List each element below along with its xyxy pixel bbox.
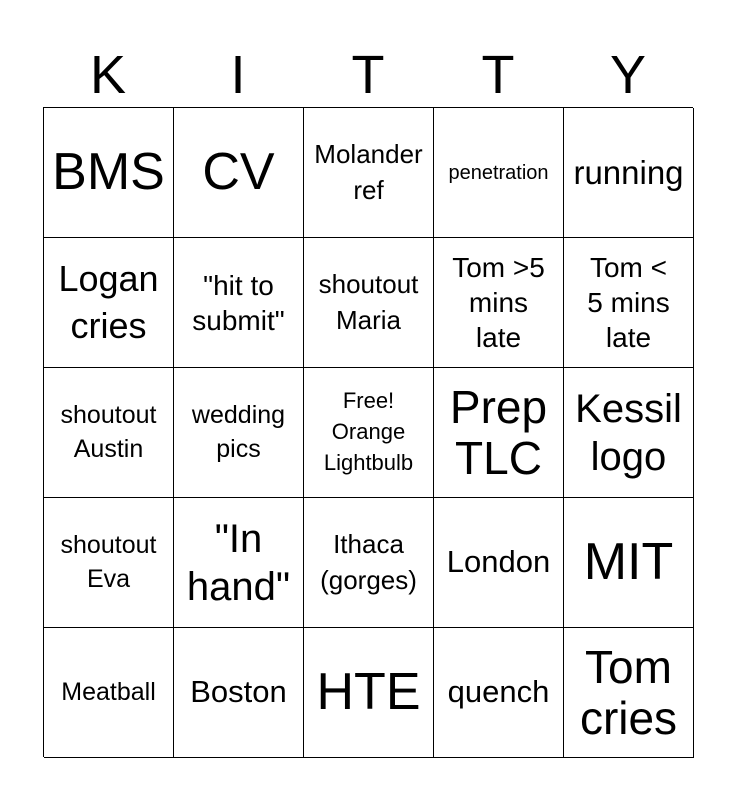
- bingo-cell-r2c4[interactable]: [434, 238, 564, 368]
- bingo-cell-r2c3[interactable]: [304, 238, 434, 368]
- bingo-cell-r1c4[interactable]: [434, 108, 564, 238]
- bingo-cell-r2c1[interactable]: [44, 238, 174, 368]
- cell-label: Logan cries: [58, 257, 159, 346]
- cell-label: London: [446, 544, 551, 580]
- bingo-cell-r3c5[interactable]: [564, 368, 694, 498]
- cell-label: running: [573, 153, 684, 191]
- bingo-cell-r1c1[interactable]: [44, 108, 174, 238]
- cell-label: shoutout Eva: [60, 530, 157, 593]
- cell-label: penetration: [448, 161, 549, 184]
- cell-label: "In hand": [186, 516, 291, 609]
- bingo-cell-r4c3[interactable]: [304, 498, 434, 628]
- bingo-cell-r5c1[interactable]: [44, 628, 174, 758]
- bingo-cell-r2c5[interactable]: [564, 238, 694, 368]
- cell-label: Kessil logo: [575, 386, 682, 479]
- bingo-cell-r1c5[interactable]: [564, 108, 694, 238]
- cell-label: Boston: [190, 674, 287, 710]
- bingo-cell-r4c1[interactable]: [44, 498, 174, 628]
- header-letter-t1: T: [351, 45, 385, 105]
- bingo-cell-r1c2[interactable]: [174, 108, 304, 238]
- cell-label: Ithaca (gorges): [320, 529, 417, 595]
- bingo-cell-r1c3[interactable]: [304, 108, 434, 238]
- header-letter-t2: T: [481, 45, 515, 105]
- bingo-cell-r3c4[interactable]: [434, 368, 564, 498]
- cell-label: CV: [202, 143, 275, 202]
- bingo-cell-r4c2[interactable]: [174, 498, 304, 628]
- cell-label: shoutout Austin: [60, 400, 157, 463]
- header-letter-k: K: [89, 45, 127, 105]
- free-space-cell[interactable]: [304, 368, 434, 498]
- cell-label: Tom < 5 mins late: [587, 252, 670, 353]
- cell-label: Molander ref: [314, 139, 423, 205]
- bingo-cell-r5c2[interactable]: [174, 628, 304, 758]
- header-letter-y: Y: [609, 45, 647, 105]
- bingo-header: [43, 44, 693, 106]
- cell-label: Tom >5 mins late: [452, 252, 545, 353]
- cell-label: HTE: [316, 663, 421, 722]
- cell-label: BMS: [52, 143, 165, 202]
- cell-label: "hit to submit": [192, 269, 285, 336]
- bingo-cell-r4c4[interactable]: [434, 498, 564, 628]
- cell-label: MIT: [583, 533, 674, 592]
- cell-label: quench: [447, 674, 550, 710]
- bingo-cell-r3c1[interactable]: [44, 368, 174, 498]
- bingo-cell-r3c2[interactable]: [174, 368, 304, 498]
- cell-label: Free! Orange Lightbulb: [323, 388, 414, 475]
- cell-label: Prep TLC: [449, 380, 548, 484]
- header-letter-i: I: [230, 45, 246, 105]
- bingo-cell-r5c4[interactable]: [434, 628, 564, 758]
- bingo-cell-r2c2[interactable]: [174, 238, 304, 368]
- bingo-cell-r5c5[interactable]: [564, 628, 694, 758]
- cell-label: Meatball: [61, 677, 156, 706]
- bingo-cell-r4c5[interactable]: [564, 498, 694, 628]
- cell-label: wedding pics: [191, 400, 286, 463]
- cell-label: Tom cries: [579, 640, 678, 744]
- bingo-cell-r5c3[interactable]: [304, 628, 434, 758]
- bingo-board: [43, 107, 693, 757]
- cell-label: shoutout Maria: [318, 269, 419, 335]
